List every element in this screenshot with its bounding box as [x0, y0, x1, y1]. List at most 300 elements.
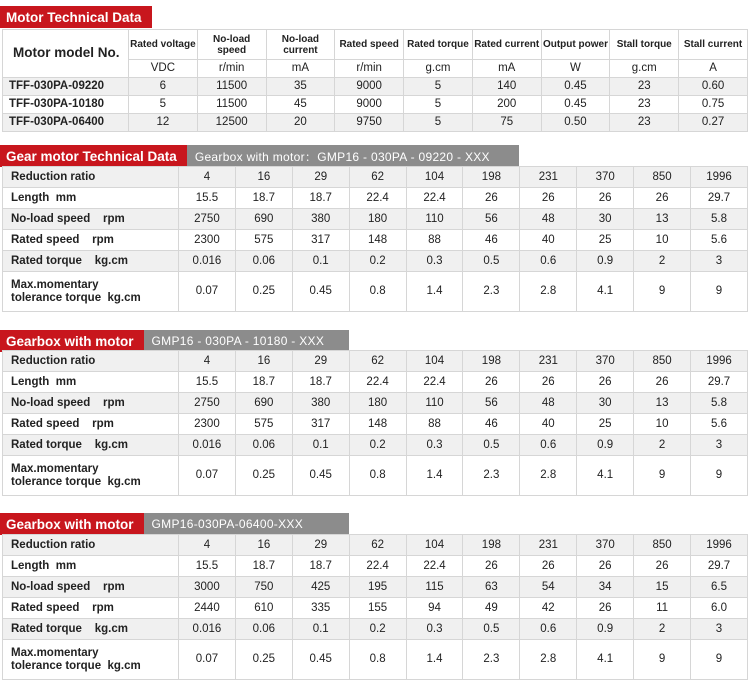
gear-value-cell: 18.7 [235, 556, 292, 577]
gear-value-cell: 335 [292, 598, 349, 619]
gear-value-cell: 0.07 [179, 272, 236, 312]
gear-value-cell: 0.8 [349, 272, 406, 312]
gear-value-cell: 370 [577, 351, 634, 372]
gear-value-cell: 0.1 [292, 435, 349, 456]
motor-value-cell: 5 [404, 78, 473, 96]
motor-value-cell: 11500 [197, 96, 266, 114]
motor-column-header: Rated speed [335, 30, 404, 60]
gear-value-cell: 2300 [179, 230, 236, 251]
gear-row-label-text: Max.momentary [11, 278, 99, 291]
motor-model-cell: TFF-030PA-10180 [3, 96, 129, 114]
gear-row-label-text: Rated torque kg.cm [11, 254, 128, 267]
gear-value-cell: 54 [520, 577, 577, 598]
gear-row-label-text-2: tolerance torque kg.cm [11, 659, 141, 672]
gear-row-label-text: Length mm [11, 375, 77, 388]
gear-value-cell: 10 [634, 230, 691, 251]
motor-value-cell: 23 [610, 114, 679, 132]
gear-row [3, 619, 748, 640]
gear-value-cell: 5.6 [691, 230, 748, 251]
gear-value-cell: 575 [235, 414, 292, 435]
motor-row [3, 78, 748, 96]
gear-value-cell: 88 [406, 414, 463, 435]
gear-value-cell: 2.3 [463, 456, 520, 496]
gear-value-cell: 3000 [179, 577, 236, 598]
motor-value-cell: 0.50 [541, 114, 610, 132]
gear-value-cell: 22.4 [406, 556, 463, 577]
gear-value-cell: 231 [520, 351, 577, 372]
gear-row [3, 640, 748, 680]
gear-row-label-text-2: tolerance torque kg.cm [11, 291, 141, 304]
gear-row [3, 598, 748, 619]
gear-value-cell: 9 [634, 272, 691, 312]
gear-value-cell: 231 [520, 535, 577, 556]
gear-value-cell: 198 [463, 535, 520, 556]
gear-row-label [3, 619, 179, 640]
gear-value-cell: 380 [292, 209, 349, 230]
gear-value-cell: 317 [292, 230, 349, 251]
gear-value-cell: 30 [577, 393, 634, 414]
gear-value-cell: 425 [292, 577, 349, 598]
motor-column-unit: W [541, 60, 610, 78]
gear-value-cell: 0.06 [235, 251, 292, 272]
motor-column-header: Output power [541, 30, 610, 60]
gear-value-cell: 0.07 [179, 456, 236, 496]
gear-value-cell: 104 [406, 535, 463, 556]
gear-row [3, 435, 748, 456]
gear-value-cell: 63 [463, 577, 520, 598]
gear-row-label [3, 230, 179, 251]
gear-value-cell: 0.6 [520, 619, 577, 640]
gear-row [3, 188, 748, 209]
gear-value-cell: 16 [235, 167, 292, 188]
gear-value-cell: 88 [406, 230, 463, 251]
gear-value-cell: 0.45 [292, 456, 349, 496]
gear-value-cell: 2 [634, 435, 691, 456]
gear-value-cell: 22.4 [349, 188, 406, 209]
gear-value-cell: 4 [179, 535, 236, 556]
gear-value-cell: 2.3 [463, 640, 520, 680]
gear-value-cell: 0.45 [292, 640, 349, 680]
gear-value-cell: 0.9 [577, 435, 634, 456]
motor-value-cell: 20 [266, 114, 335, 132]
gear-value-cell: 16 [235, 351, 292, 372]
gear-row [3, 209, 748, 230]
gear-value-cell: 370 [577, 535, 634, 556]
gear-value-cell: 29 [292, 535, 349, 556]
motor-value-cell: 11500 [197, 78, 266, 96]
gear-value-cell: 34 [577, 577, 634, 598]
motor-column-header: Rated torque [404, 30, 473, 60]
motor-column-header: No-load speed [197, 30, 266, 60]
gear-title-1: Gear motor Technical Data [0, 145, 187, 167]
gear-row-label-text: Rated torque kg.cm [11, 622, 128, 635]
gear-value-cell: 18.7 [292, 188, 349, 209]
motor-value-cell: 23 [610, 96, 679, 114]
gear-value-cell: 26 [634, 556, 691, 577]
motor-column-unit: g.cm [610, 60, 679, 78]
gear-value-cell: 9 [691, 272, 748, 312]
gear-value-cell: 610 [235, 598, 292, 619]
gear-value-cell: 13 [634, 209, 691, 230]
gear-row [3, 577, 748, 598]
gear-row-label [3, 209, 179, 230]
motor-value-cell: 5 [404, 96, 473, 114]
gear-row-label [3, 251, 179, 272]
gear-value-cell: 2.8 [520, 456, 577, 496]
gear-row-label-text: Max.momentary [11, 462, 99, 475]
gear-row [3, 456, 748, 496]
motor-table [2, 29, 748, 132]
gear-value-cell: 2 [634, 619, 691, 640]
gear-row-label [3, 372, 179, 393]
gear-value-cell: 0.25 [235, 640, 292, 680]
motor-header-row [3, 30, 748, 60]
gear-value-cell: 22.4 [349, 556, 406, 577]
gear-value-cell: 0.3 [406, 251, 463, 272]
gear-value-cell: 0.06 [235, 619, 292, 640]
gear-value-cell: 46 [463, 230, 520, 251]
motor-value-cell: 35 [266, 78, 335, 96]
gear-row-label [3, 535, 179, 556]
gear-value-cell: 2.8 [520, 272, 577, 312]
gear-value-cell: 11 [634, 598, 691, 619]
gear-value-cell: 26 [577, 372, 634, 393]
gear-value-cell: 25 [577, 230, 634, 251]
gear-row-label [3, 577, 179, 598]
gear-value-cell: 26 [463, 372, 520, 393]
gear-value-cell: 40 [520, 230, 577, 251]
gear-value-cell: 56 [463, 209, 520, 230]
gear-value-cell: 26 [463, 188, 520, 209]
gear-value-cell: 690 [235, 393, 292, 414]
gear-value-cell: 1996 [691, 167, 748, 188]
gear-value-cell: 26 [463, 556, 520, 577]
gear-row-label [3, 393, 179, 414]
gear-value-cell: 370 [577, 167, 634, 188]
gear-value-cell: 0.8 [349, 640, 406, 680]
gear-row-label-text: No-load speed rpm [11, 396, 125, 409]
gear-value-cell: 0.016 [179, 251, 236, 272]
gear-value-cell: 26 [520, 556, 577, 577]
gear-value-cell: 9 [634, 640, 691, 680]
gear-value-cell: 26 [520, 188, 577, 209]
motor-model-header: Motor model No. [3, 30, 129, 78]
gear-row [3, 414, 748, 435]
gear-value-cell: 0.016 [179, 619, 236, 640]
gear-value-cell: 317 [292, 414, 349, 435]
gear-value-cell: 5.8 [691, 393, 748, 414]
gear-value-cell: 26 [520, 372, 577, 393]
gear-value-cell: 0.07 [179, 640, 236, 680]
gear-value-cell: 0.2 [349, 619, 406, 640]
gear-row [3, 372, 748, 393]
motor-column-unit: mA [472, 60, 541, 78]
gear-value-cell: 2 [634, 251, 691, 272]
motor-column-unit: VDC [129, 60, 198, 78]
gear-row-label-text: Rated speed rpm [11, 233, 114, 246]
gear-value-cell: 48 [520, 393, 577, 414]
gear-section-title-2 [0, 330, 349, 352]
gear-value-cell: 18.7 [292, 372, 349, 393]
motor-value-cell: 45 [266, 96, 335, 114]
motor-value-cell: 75 [472, 114, 541, 132]
gear-value-cell: 195 [349, 577, 406, 598]
gear-subtitle-1: Gearbox with motor：GMP16 - 030PA - 09220 - XXX [187, 145, 519, 167]
gear-value-cell: 148 [349, 414, 406, 435]
gear-row-label [3, 167, 179, 188]
gear-value-cell: 5.8 [691, 209, 748, 230]
gear-value-cell: 94 [406, 598, 463, 619]
gear-row-label-text: Reduction ratio [11, 170, 96, 183]
motor-column-header: Rated current [472, 30, 541, 60]
gear-row-label [3, 188, 179, 209]
motor-column-header: Stall current [679, 30, 748, 60]
gear-value-cell: 18.7 [292, 556, 349, 577]
gear-row-label [3, 414, 179, 435]
gear-row [3, 393, 748, 414]
gear-value-cell: 148 [349, 230, 406, 251]
gear-value-cell: 26 [577, 188, 634, 209]
gear-value-cell: 0.8 [349, 456, 406, 496]
gear-row [3, 535, 748, 556]
gear-value-cell: 4.1 [577, 640, 634, 680]
gear-section-title-3 [0, 513, 349, 535]
gear-value-cell: 0.25 [235, 456, 292, 496]
gear-value-cell: 9 [691, 640, 748, 680]
gear-value-cell: 0.5 [463, 251, 520, 272]
gear-value-cell: 13 [634, 393, 691, 414]
motor-column-unit: A [679, 60, 748, 78]
gear-title-2: Gearbox with motor [0, 330, 144, 352]
motor-model-cell: TFF-030PA-06400 [3, 114, 129, 132]
motor-column-unit: r/min [335, 60, 404, 78]
gear-value-cell: 62 [349, 351, 406, 372]
gear-row-label [3, 351, 179, 372]
gear-value-cell: 2440 [179, 598, 236, 619]
gear-row-label [3, 598, 179, 619]
gear-value-cell: 110 [406, 393, 463, 414]
gear-value-cell: 0.9 [577, 251, 634, 272]
gear-value-cell: 6.5 [691, 577, 748, 598]
gear-value-cell: 9 [691, 456, 748, 496]
gear-value-cell: 3 [691, 435, 748, 456]
motor-column-header: Rated voltage [129, 30, 198, 60]
gear-row-label-text: Rated torque kg.cm [11, 438, 128, 451]
gear-value-cell: 0.1 [292, 619, 349, 640]
motor-value-cell: 0.75 [679, 96, 748, 114]
gear-value-cell: 0.06 [235, 435, 292, 456]
motor-column-unit: mA [266, 60, 335, 78]
motor-value-cell: 9000 [335, 78, 404, 96]
gear-value-cell: 5.6 [691, 414, 748, 435]
gear-title-3: Gearbox with motor [0, 513, 144, 535]
gear-value-cell: 26 [634, 188, 691, 209]
motor-model-cell: TFF-030PA-09220 [3, 78, 129, 96]
gear-value-cell: 0.3 [406, 619, 463, 640]
gear-row-label-text: Rated speed rpm [11, 601, 114, 614]
motor-value-cell: 0.45 [541, 96, 610, 114]
gear-value-cell: 46 [463, 414, 520, 435]
gear-value-cell: 29 [292, 351, 349, 372]
gear-value-cell: 155 [349, 598, 406, 619]
gear-value-cell: 0.6 [520, 435, 577, 456]
gear-value-cell: 115 [406, 577, 463, 598]
gear-row [3, 351, 748, 372]
gear-value-cell: 690 [235, 209, 292, 230]
gear-value-cell: 0.016 [179, 435, 236, 456]
gear-row-label [3, 556, 179, 577]
gear-value-cell: 29.7 [691, 372, 748, 393]
gear-value-cell: 48 [520, 209, 577, 230]
gear-value-cell: 0.25 [235, 272, 292, 312]
gear-value-cell: 26 [577, 598, 634, 619]
gear-value-cell: 30 [577, 209, 634, 230]
gear-row-label-text-2: tolerance torque kg.cm [11, 475, 141, 488]
motor-value-cell: 9750 [335, 114, 404, 132]
motor-value-cell: 23 [610, 78, 679, 96]
motor-value-cell: 0.27 [679, 114, 748, 132]
gear-value-cell: 62 [349, 535, 406, 556]
gear-value-cell: 0.45 [292, 272, 349, 312]
gear-value-cell: 0.2 [349, 435, 406, 456]
gear-row-label-text: Max.momentary [11, 646, 99, 659]
gear-value-cell: 0.2 [349, 251, 406, 272]
motor-value-cell: 200 [472, 96, 541, 114]
gear-row-label-text: Length mm [11, 191, 77, 204]
gear-value-cell: 4.1 [577, 456, 634, 496]
gear-value-cell: 49 [463, 598, 520, 619]
gear-value-cell: 2.8 [520, 640, 577, 680]
gear-value-cell: 18.7 [235, 188, 292, 209]
gear-value-cell: 4 [179, 167, 236, 188]
gear-table-1 [2, 166, 748, 312]
gear-value-cell: 29.7 [691, 556, 748, 577]
gear-value-cell: 0.5 [463, 435, 520, 456]
gear-value-cell: 0.1 [292, 251, 349, 272]
gear-value-cell: 4 [179, 351, 236, 372]
gear-value-cell: 10 [634, 414, 691, 435]
gear-value-cell: 850 [634, 167, 691, 188]
gear-value-cell: 1996 [691, 351, 748, 372]
gear-value-cell: 110 [406, 209, 463, 230]
motor-value-cell: 6 [129, 78, 198, 96]
gear-row-label-text: Rated speed rpm [11, 417, 114, 430]
gear-value-cell: 22.4 [349, 372, 406, 393]
gear-value-cell: 29 [292, 167, 349, 188]
motor-column-unit: g.cm [404, 60, 473, 78]
gear-row-label [3, 456, 179, 496]
gear-value-cell: 0.3 [406, 435, 463, 456]
gear-value-cell: 180 [349, 393, 406, 414]
gear-value-cell: 15.5 [179, 188, 236, 209]
gear-value-cell: 104 [406, 167, 463, 188]
gear-value-cell: 1.4 [406, 640, 463, 680]
gear-value-cell: 2.3 [463, 272, 520, 312]
motor-value-cell: 0.60 [679, 78, 748, 96]
gear-row-label [3, 272, 179, 312]
motor-section-title [0, 6, 152, 28]
gear-value-cell: 0.5 [463, 619, 520, 640]
gear-value-cell: 29.7 [691, 188, 748, 209]
gear-value-cell: 750 [235, 577, 292, 598]
gear-value-cell: 104 [406, 351, 463, 372]
gear-row-label [3, 435, 179, 456]
gear-value-cell: 231 [520, 167, 577, 188]
motor-column-header: No-load current [266, 30, 335, 60]
motor-column-unit: r/min [197, 60, 266, 78]
gear-value-cell: 22.4 [406, 188, 463, 209]
gear-value-cell: 3 [691, 619, 748, 640]
gear-value-cell: 15.5 [179, 556, 236, 577]
gear-value-cell: 1996 [691, 535, 748, 556]
gear-value-cell: 26 [577, 556, 634, 577]
motor-value-cell: 0.45 [541, 78, 610, 96]
gear-value-cell: 56 [463, 393, 520, 414]
gear-table-2 [2, 350, 748, 496]
gear-value-cell: 2750 [179, 209, 236, 230]
motor-row [3, 114, 748, 132]
gear-value-cell: 850 [634, 535, 691, 556]
gear-value-cell: 3 [691, 251, 748, 272]
motor-value-cell: 12 [129, 114, 198, 132]
gear-value-cell: 9 [634, 456, 691, 496]
gear-value-cell: 198 [463, 167, 520, 188]
gear-row [3, 230, 748, 251]
gear-row-label-text: Reduction ratio [11, 538, 96, 551]
gear-value-cell: 18.7 [235, 372, 292, 393]
gear-row-label-text: Reduction ratio [11, 354, 96, 367]
gear-value-cell: 15 [634, 577, 691, 598]
gear-value-cell: 1.4 [406, 456, 463, 496]
gear-value-cell: 42 [520, 598, 577, 619]
gear-row [3, 167, 748, 188]
gear-value-cell: 2300 [179, 414, 236, 435]
gear-value-cell: 0.6 [520, 251, 577, 272]
gear-value-cell: 40 [520, 414, 577, 435]
motor-value-cell: 9000 [335, 96, 404, 114]
gear-value-cell: 1.4 [406, 272, 463, 312]
gear-subtitle-2: GMP16 - 030PA - 10180 - XXX [144, 330, 349, 352]
gear-value-cell: 6.0 [691, 598, 748, 619]
gear-value-cell: 26 [634, 372, 691, 393]
gear-row-label-text: No-load speed rpm [11, 212, 125, 225]
gear-value-cell: 25 [577, 414, 634, 435]
gear-table-3 [2, 534, 748, 680]
gear-value-cell: 62 [349, 167, 406, 188]
motor-row [3, 96, 748, 114]
gear-value-cell: 850 [634, 351, 691, 372]
motor-title: Motor Technical Data [0, 6, 152, 28]
gear-value-cell: 180 [349, 209, 406, 230]
gear-row-label [3, 640, 179, 680]
gear-value-cell: 15.5 [179, 372, 236, 393]
gear-value-cell: 0.9 [577, 619, 634, 640]
gear-section-title-1 [0, 145, 519, 167]
motor-value-cell: 140 [472, 78, 541, 96]
gear-value-cell: 22.4 [406, 372, 463, 393]
gear-value-cell: 575 [235, 230, 292, 251]
motor-value-cell: 5 [129, 96, 198, 114]
gear-subtitle-3: GMP16-030PA-06400-XXX [144, 513, 349, 535]
motor-value-cell: 5 [404, 114, 473, 132]
gear-value-cell: 2750 [179, 393, 236, 414]
motor-column-header: Stall torque [610, 30, 679, 60]
gear-value-cell: 4.1 [577, 272, 634, 312]
motor-value-cell: 12500 [197, 114, 266, 132]
gear-value-cell: 16 [235, 535, 292, 556]
gear-row-label-text: Length mm [11, 559, 77, 572]
gear-value-cell: 380 [292, 393, 349, 414]
